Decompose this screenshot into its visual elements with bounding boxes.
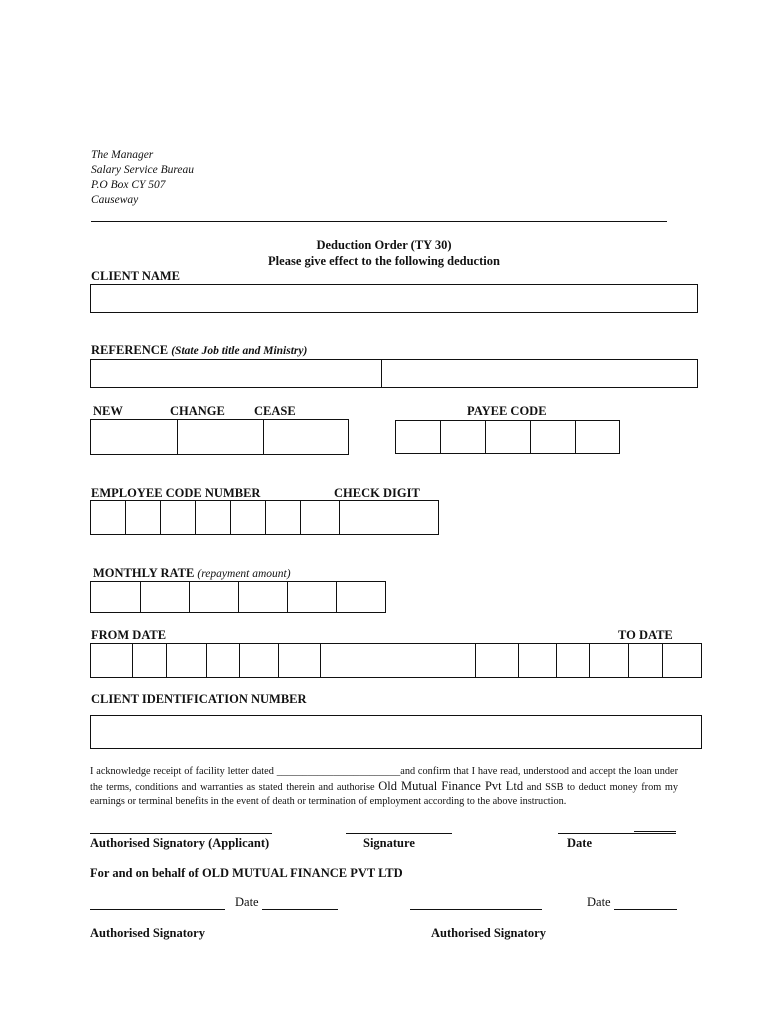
to-date-digit[interactable] <box>519 644 557 677</box>
employee-code-digit[interactable] <box>231 501 266 534</box>
on-behalf-label: For and on behalf of OLD MUTUAL FINANCE PVT LTD <box>90 866 403 880</box>
monthly-rate-digit[interactable] <box>141 582 190 612</box>
signature-label: Signature <box>363 836 415 850</box>
company-name: Old Mutual Finance Pvt Ltd <box>378 779 524 793</box>
to-date-digit[interactable] <box>476 644 519 677</box>
cease-label: CEASE <box>254 404 296 418</box>
address-line-1: The Manager <box>91 149 154 161</box>
monthly-rate-digit[interactable] <box>337 582 385 612</box>
employee-code-digit[interactable] <box>196 501 231 534</box>
employee-code-digit[interactable] <box>126 501 161 534</box>
authorised-signatory-right: Authorised Signatory <box>431 926 546 940</box>
reference-ministry-field[interactable] <box>381 359 698 388</box>
facility-date-blank[interactable]: ________________________ <box>276 766 401 777</box>
change-checkbox[interactable] <box>178 420 264 454</box>
reference-hint: (State Job title and Ministry) <box>171 345 308 357</box>
acknowledgement-text <box>90 765 678 809</box>
form-subtitle: Please give effect to the following deduction <box>268 254 500 268</box>
payee-code-digit[interactable] <box>531 421 576 453</box>
monthly-rate-label <box>93 566 291 581</box>
monthly-rate-digit[interactable] <box>91 582 141 612</box>
employee-code-digit[interactable] <box>161 501 196 534</box>
from-date-digit[interactable] <box>207 644 240 677</box>
employee-code-digit[interactable] <box>301 501 340 534</box>
from-date-digit[interactable] <box>133 644 167 677</box>
address-line-4: Causeway <box>91 194 139 206</box>
from-date-digit[interactable] <box>167 644 207 677</box>
reference-label-text: REFERENCE <box>91 343 169 357</box>
cease-checkbox[interactable] <box>264 420 348 454</box>
employee-code-boxes <box>90 500 439 535</box>
date-right-label: Date <box>587 895 611 909</box>
date-left-line[interactable] <box>262 909 338 910</box>
payee-code-digit[interactable] <box>396 421 441 453</box>
signature-line[interactable] <box>346 833 452 834</box>
change-label: CHANGE <box>170 404 225 418</box>
payee-code-digit[interactable] <box>576 421 619 453</box>
monthly-rate-digit[interactable] <box>239 582 288 612</box>
date-right-line[interactable] <box>614 909 677 910</box>
from-date-digit[interactable] <box>279 644 321 677</box>
acknowledgement-part-3: and SSB to deduct money from my earnings or terminal benefits in the event of death or termination of employment according to the above instruction. <box>90 782 678 807</box>
to-date-label: TO DATE <box>618 628 673 642</box>
client-name-label: CLIENT NAME <box>91 269 181 283</box>
monthly-rate-digit[interactable] <box>190 582 239 612</box>
date-left-label: Date <box>235 895 259 909</box>
monthly-rate-boxes <box>90 581 386 613</box>
status-boxes <box>90 419 349 455</box>
payee-code-digit[interactable] <box>441 421 486 453</box>
company-signatory-line-right[interactable] <box>410 909 542 910</box>
check-digit-label: CHECK DIGIT <box>334 486 420 500</box>
date-line[interactable] <box>558 833 676 834</box>
applicant-signature-line[interactable] <box>90 833 272 834</box>
to-date-digit[interactable] <box>557 644 590 677</box>
client-id-label: CLIENT IDENTIFICATION NUMBER <box>91 692 307 706</box>
address-line-2: Salary Service Bureau <box>91 164 195 176</box>
payee-code-digit[interactable] <box>486 421 531 453</box>
date-boxes <box>90 643 702 678</box>
client-name-field[interactable] <box>90 284 698 313</box>
from-date-digit[interactable] <box>240 644 279 677</box>
client-id-field[interactable] <box>90 715 702 749</box>
address-divider <box>91 221 667 222</box>
from-date-label: FROM DATE <box>91 628 167 642</box>
employee-code-digit[interactable] <box>266 501 301 534</box>
monthly-rate-hint: (repayment amount) <box>197 568 291 580</box>
check-digit-field[interactable] <box>340 501 438 534</box>
reference-label <box>91 343 307 358</box>
new-checkbox[interactable] <box>91 420 178 454</box>
form-title: Deduction Order (TY 30) <box>316 238 452 252</box>
authorised-signatory-left: Authorised Signatory <box>90 926 205 940</box>
address-line-3: P.O Box CY 507 <box>91 179 166 191</box>
payee-code-boxes <box>395 420 620 454</box>
new-label: NEW <box>93 404 123 418</box>
to-date-digit[interactable] <box>629 644 663 677</box>
employee-code-label: EMPLOYEE CODE NUMBER <box>91 486 261 500</box>
acknowledgement-part-1: I acknowledge receipt of facility letter dated <box>90 766 277 777</box>
monthly-rate-label-text: MONTHLY RATE <box>93 566 195 580</box>
employee-code-digit[interactable] <box>91 501 126 534</box>
from-date-digit[interactable] <box>91 644 133 677</box>
date-separator-cell <box>321 644 476 677</box>
acknowledgement-part-2: and confirm that I have read, understood and accept the loan under the terms, conditions and warranties as stated therein and authorise <box>90 766 678 793</box>
reference-job-title-field[interactable] <box>90 359 382 388</box>
monthly-rate-digit[interactable] <box>288 582 337 612</box>
to-date-digit[interactable] <box>663 644 701 677</box>
date-label: Date <box>567 836 592 850</box>
company-signatory-line-left[interactable] <box>90 909 225 910</box>
date-line-mark <box>634 831 676 832</box>
applicant-signatory-label: Authorised Signatory (Applicant) <box>90 836 270 850</box>
to-date-digit[interactable] <box>590 644 629 677</box>
address-block <box>91 148 194 208</box>
payee-code-label: PAYEE CODE <box>467 404 547 418</box>
